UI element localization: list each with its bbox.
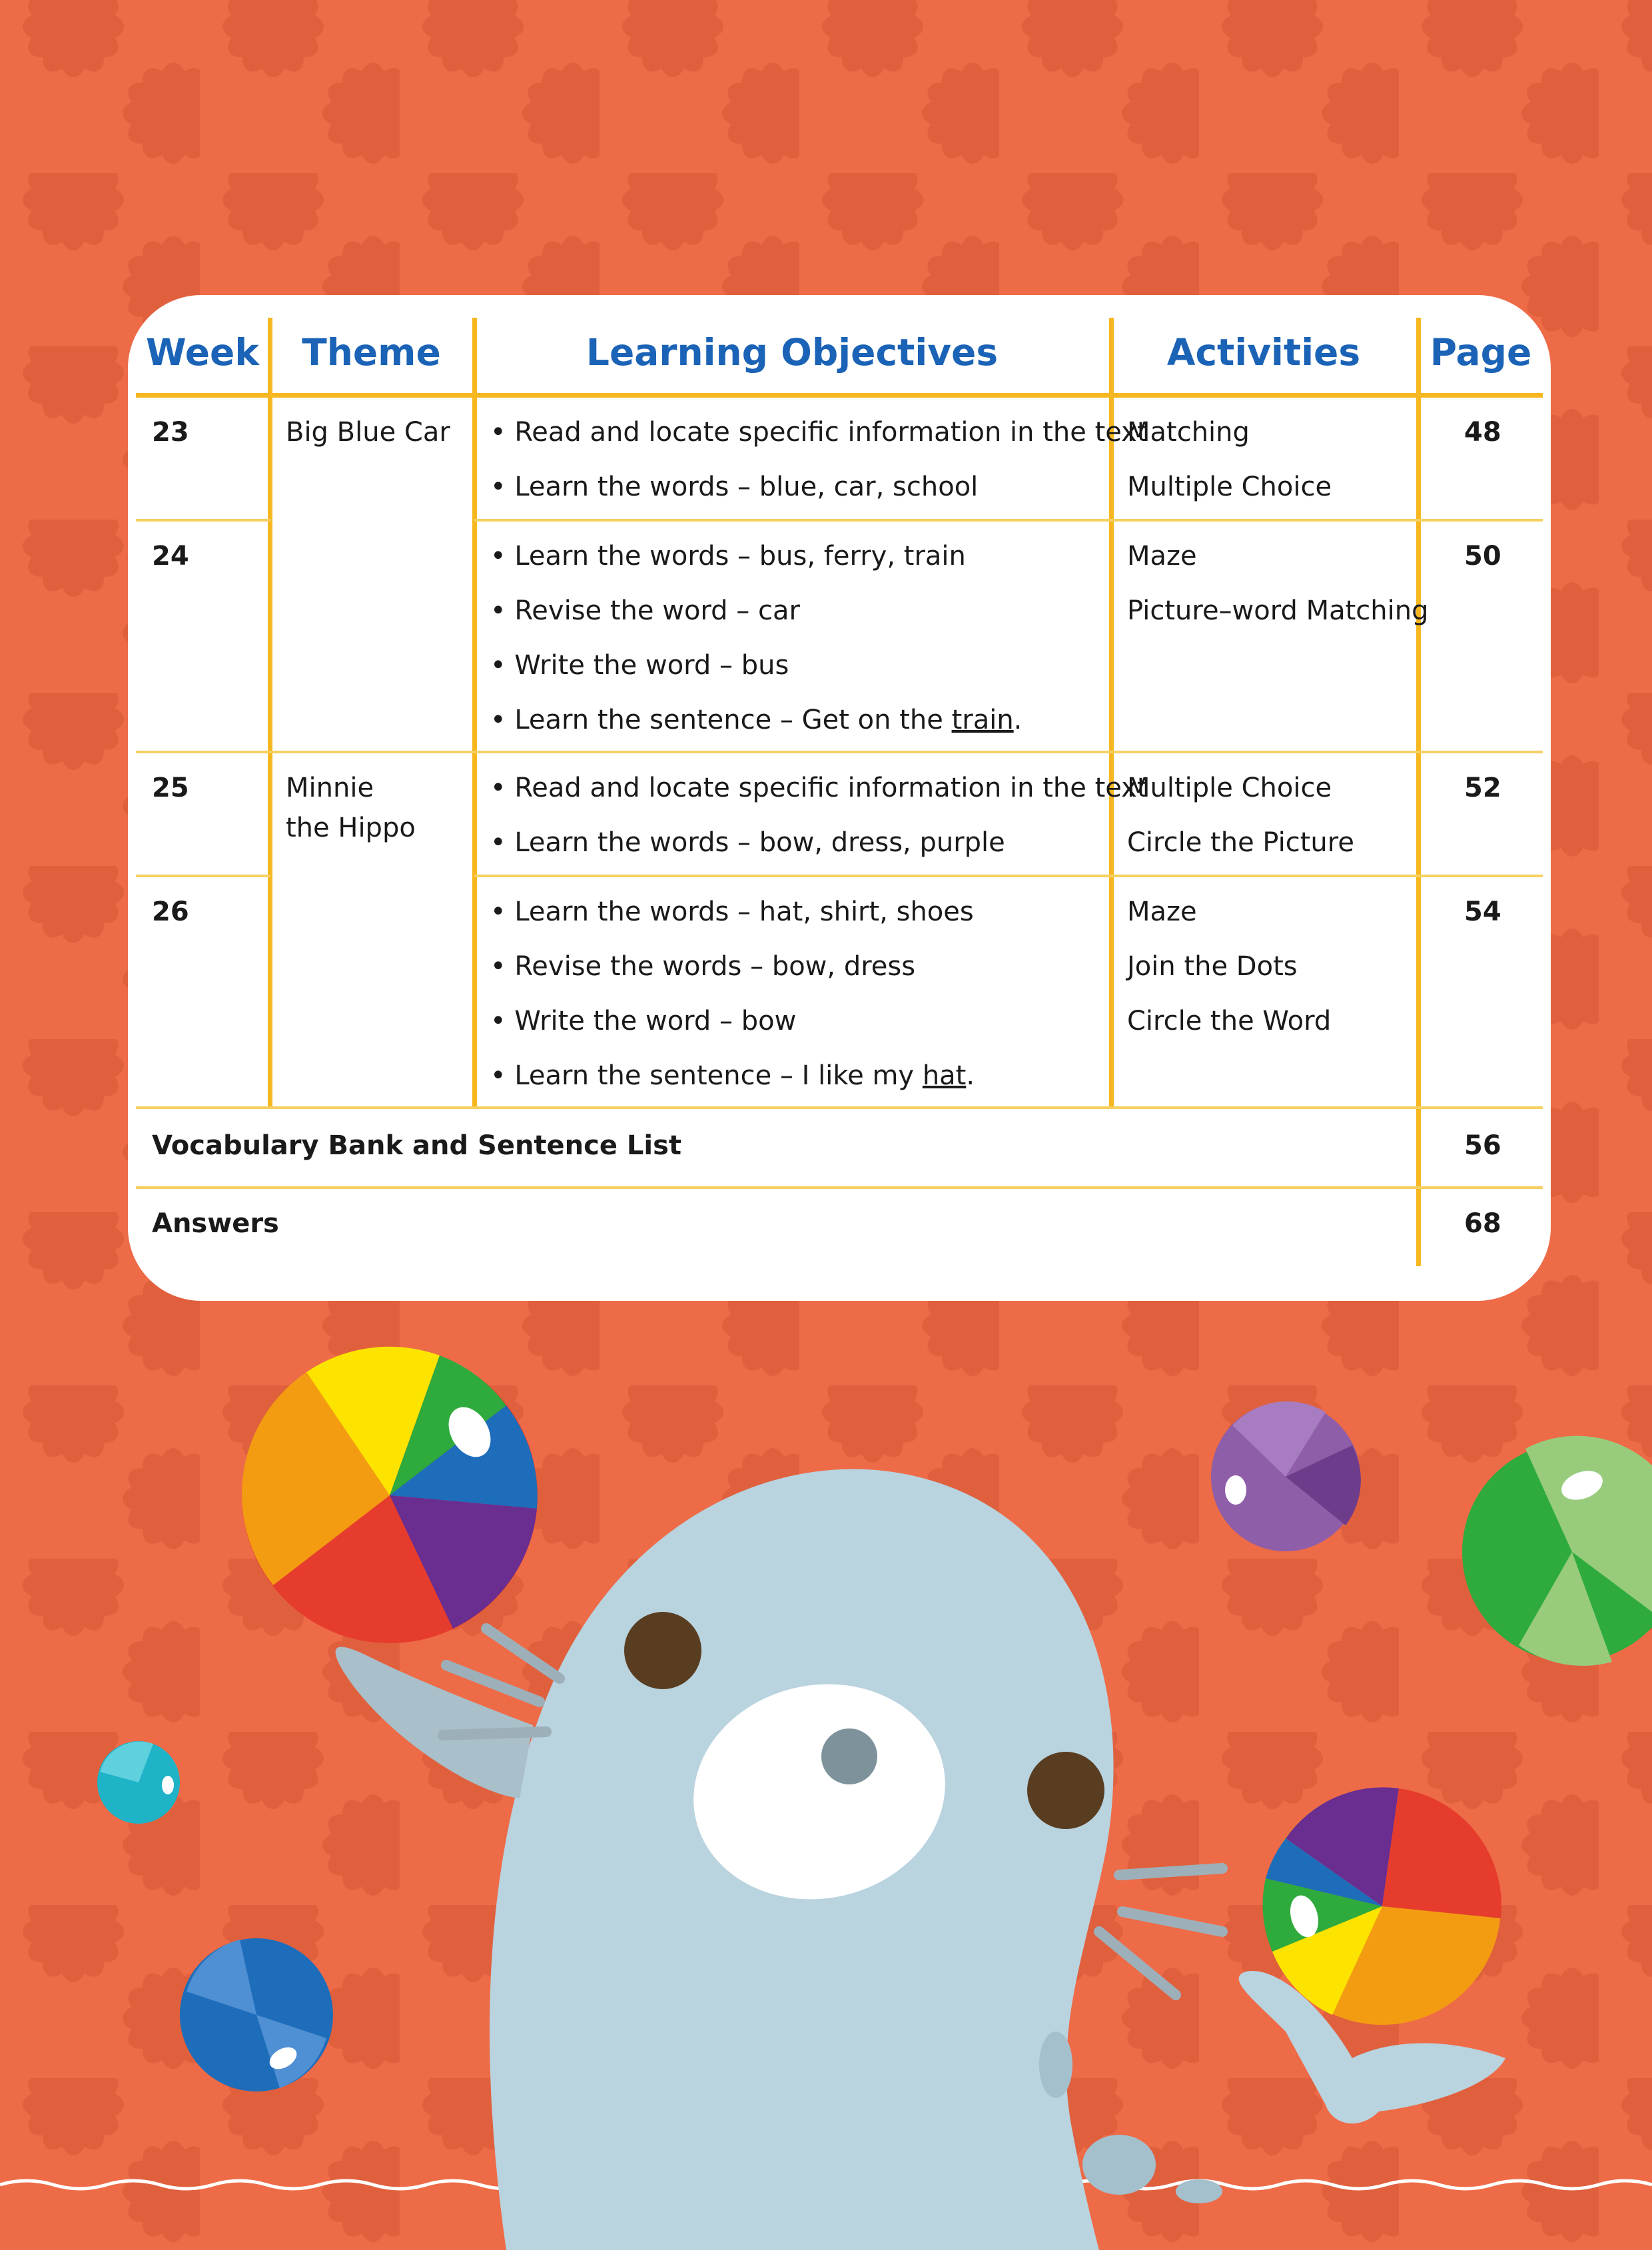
theme-name: Minnie the Hippo: [286, 773, 416, 843]
week-number: 26: [152, 897, 189, 927]
objective-item: • Read and locate specific information in the text: [490, 412, 1148, 452]
sentence-underlined-word: hat: [922, 1060, 967, 1091]
page-number: 68: [1464, 1208, 1501, 1239]
sentence-suffix: .: [966, 1060, 975, 1091]
objective-item: • Learn the words – bow, dress, purple: [490, 823, 1005, 863]
objective-item: • Revise the word – car: [490, 591, 800, 631]
objective-sentence: [490, 700, 1022, 740]
activity-item: Maze: [1127, 897, 1197, 927]
week-number: 23: [152, 417, 189, 448]
row-divider: [136, 875, 270, 877]
header-page: Page: [1430, 331, 1532, 374]
row-divider: [136, 1186, 1543, 1189]
beach-ball-rainbow-small: [1263, 1787, 1501, 2025]
grid-line: [1416, 318, 1421, 1266]
header-activities: Activities: [1166, 331, 1361, 374]
week-number: 24: [152, 541, 189, 571]
header-learning-objectives: Learning Objectives: [586, 331, 999, 374]
grid-line: [268, 318, 272, 1108]
activity-item: Picture–word Matching: [1127, 595, 1429, 626]
activity-item: Multiple Choice: [1127, 773, 1332, 803]
objective-item: • Write the word – bow: [490, 1001, 796, 1041]
answers-label: Answers: [152, 1208, 279, 1239]
sentence-prefix: Learn the sentence – Get on the: [514, 705, 952, 735]
activity-item: Circle the Word: [1127, 1006, 1332, 1036]
objective-item: • Write the word – bus: [490, 645, 789, 685]
theme-name: Big Blue Car: [286, 417, 450, 448]
vocabulary-bank-label: Vocabulary Bank and Sentence List: [152, 1130, 682, 1161]
sentence-prefix: Learn the sentence – I like my: [514, 1060, 923, 1091]
activity-item: Matching: [1127, 417, 1250, 448]
row-divider: [474, 875, 1543, 877]
activity-item: Multiple Choice: [1127, 472, 1332, 502]
objective-item: • Read and locate specific information in the text: [490, 768, 1148, 808]
page-number: 50: [1464, 541, 1501, 571]
row-divider: [136, 751, 1543, 753]
page-number: 48: [1464, 417, 1501, 448]
activity-item: Join the Dots: [1127, 951, 1298, 982]
row-divider: [474, 519, 1543, 522]
beach-ball-blue: [180, 1938, 333, 2091]
objective-item: • Learn the words – blue, car, school: [490, 467, 978, 507]
activity-item: Circle the Picture: [1127, 827, 1354, 858]
objective-item: • Learn the words – bus, ferry, train: [490, 536, 966, 576]
header-divider: [136, 393, 1543, 398]
header-theme: Theme: [302, 331, 441, 374]
beach-ball-purple: [1211, 1401, 1361, 1551]
row-divider: [136, 519, 270, 522]
page-number: 56: [1464, 1130, 1501, 1161]
grid-line: [472, 318, 477, 1108]
sentence-suffix: .: [1013, 705, 1023, 735]
objective-item: • Revise the words – bow, dress: [490, 946, 915, 986]
week-number: 25: [152, 773, 189, 803]
beach-ball-green: [1462, 1436, 1652, 1666]
page-number: 52: [1464, 773, 1501, 803]
beach-ball-teal: [97, 1741, 180, 1824]
objective-sentence: [490, 1056, 975, 1096]
sentence-underlined-word: train: [951, 705, 1014, 735]
header-week: Week: [146, 331, 259, 374]
page-number: 54: [1464, 897, 1501, 927]
activity-item: Maze: [1127, 541, 1197, 571]
row-divider: [136, 1106, 1543, 1109]
seal-illustration: [0, 1292, 1652, 2250]
objective-item: • Learn the words – hat, shirt, shoes: [490, 892, 974, 932]
beach-ball-rainbow: [242, 1347, 538, 1643]
